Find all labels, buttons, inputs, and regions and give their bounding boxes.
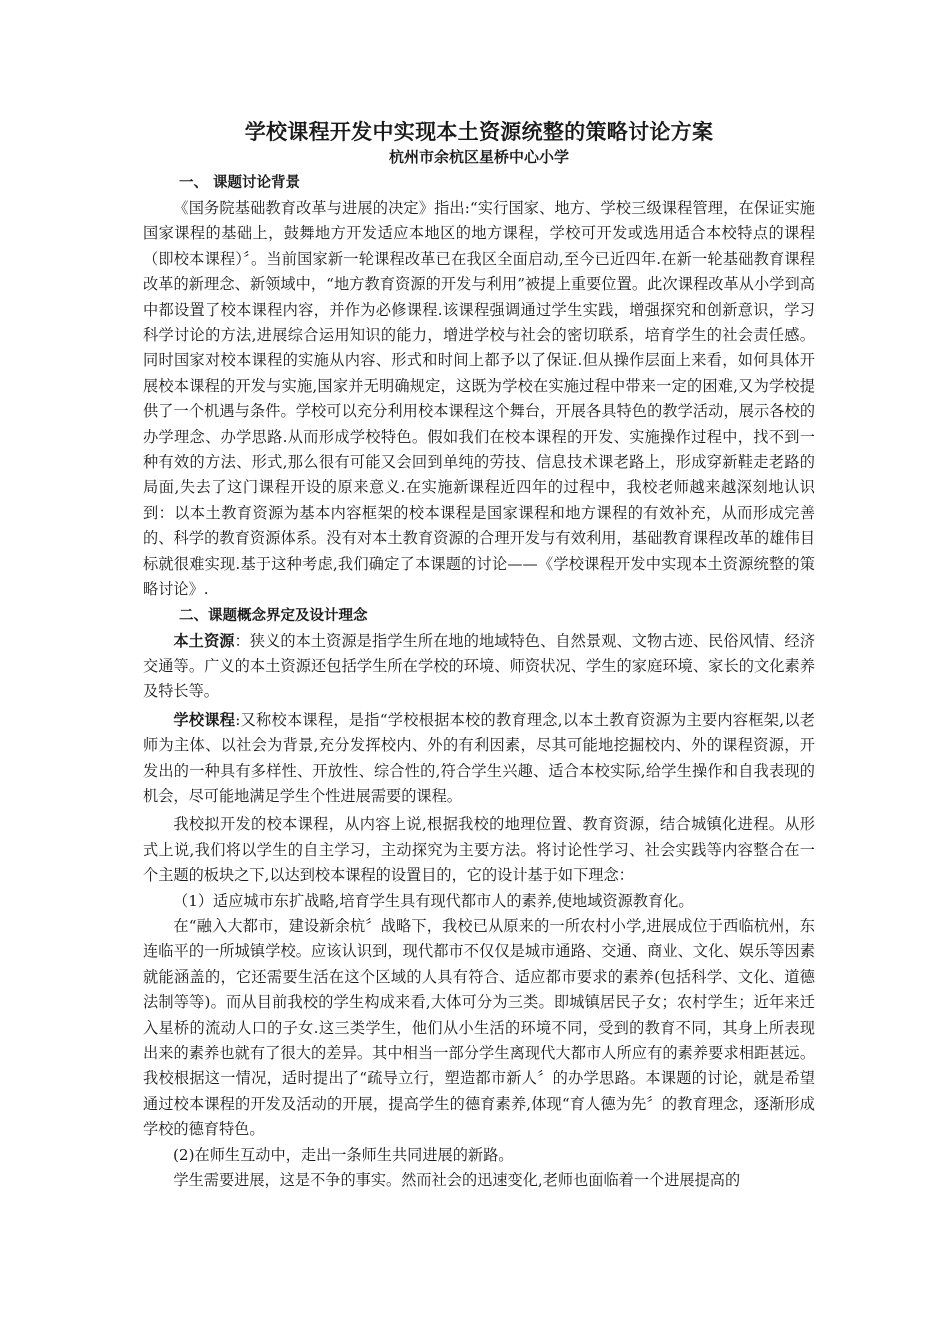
document-title: 学校课程开发中实现本土资源统整的策略讨论方案 xyxy=(244,120,714,144)
definition-school-curriculum xyxy=(143,708,815,810)
section-heading-concepts: 二、课题概念界定及设计理念 xyxy=(179,607,368,624)
term-school-curriculum: 学校课程 xyxy=(173,710,236,729)
document-page xyxy=(143,118,815,1193)
background-paragraph: 《国务院基础教育改革与进展的决定》指出:“实行国家、地方、学校三级课程管理，在保证实施国家课程的基础上，鼓舞地方开发适应本地区的地方课程，学校可开发或选用适合本校特点的课程（即校本课程）〞。当前国家新一轮课程改革已在我区全面启动,至今已近四年.在新一轮基础教育课程改革的新理念、新领域中，“地方教育资源的开发与利用”被提上重要位置。此次课程改革从小学到高中都设置了校本课程内容，并作为必修课程.该课程强调通过学生实践，增强探究和创新意识，学习科学讨论的方法,进展综合运用知识的能力，增进学校与社会的密切联系，培育学生的社会责任感。同时国家对校本课程的实施从内容、形式和时间上都予以了保证.但从操作层面上来看，如何具体开展校本课程的开发与实施,国家并无明确规定，这既为学校在实施过程中带来一定的困难,又为学校提供了一个机遇与条件。学校可以充分利用校本课程这个舞台，开展各具特色的教学活动，展示各校的办学理念、办学思路.从而形成学校特色。假如我们在校本课程的开发、实施操作过程中，找不到一种有效的方法、形式,那么很有可能又会回到单纯的劳技、信息技术课老路上，形成穿新鞋走老路的局面,失去了这门课程开设的原来意义.在实施新课程近四年的过程中，我校老师越来越深刻地认识到：以本土教育资源为基本内容框架的校本课程是国家课程和地方课程的有效补充，从而形成完善的、科学的教育资源体系。没有对本土教育资源的合理开发与有效利用，基础教育课程改革的雄伟目标就很难实现.基于这种考虑,我们确定了本课题的讨论——《学校课程开发中实现本土资源统整的策略讨论》. xyxy=(143,199,815,599)
document-subtitle: 杭州市余杭区星桥中心小学 xyxy=(388,148,569,166)
rationale-item-1-paragraph: 在“融入大都市，建设新余杭〞战略下，我校已从原来的一所农村小学,进展成位于西临杭州，东连临平的一所城镇学校。应该认识到，现代都市不仅仅是城市通路、交通、商业、文化、娱乐等因素就能涵盖的，它还需要生活在这个区域的人具有符合、适应都市要求的素养(包括科学、文化、道德法制等等)。而从目前我校的学生构成来看,大体可分为三类。即城镇居民子女；农村学生；近年来迁入星桥的流动人口的子女.这三类学生，他们从小生活的环境不同，受到的教育不同，其身上所表现出来的素养也就有了很大的差异。其中相当一部分学生离现代大都市人所应有的素养要求相距甚远。我校根据这一情况，适时提出了“疏导立行，塑造都市新人〞的办学思路。本课题的讨论，就是希望通过校本课程的开发及活动的开展，提高学生的德育素养,体现“育人德为先〞的教育理念，逐渐形成学校的德育特色。 xyxy=(143,916,815,1139)
definition-local-resources xyxy=(143,629,815,705)
section-heading-background: 一、 课题讨论背景 xyxy=(179,175,301,191)
definition-school-curriculum-text: :又称校本课程，是指“学校根据本校的教育理念,以本土教育资源为主要内容框架,以老师为主体、以社会为背景,充分发挥校内、外的有利因素，尽其可能地挖掘校内、外的课程资源，开发出的一种具有多样性、开放性、综合性的,符合学生兴趣、适合本校实际,给学生操作和自我表现的机会，尽可能地满足学生个性进展需要的课程。 xyxy=(143,710,815,805)
term-local-resources: 本土资源 xyxy=(173,631,235,650)
rationale-item-2: (2)在师生互动中，走出一条师生共同进展的新路。 xyxy=(173,1145,514,1164)
design-rationale-paragraph: 我校拟开发的校本课程，从内容上说,根据我校的地理位置、教育资源，结合城镇化进程。从形式上说,我们将以学生的自主学习，主动探究为主要方法。将讨论性学习、社会实践等内容整合在一个主题的板块之下,以达到校本课程的设置目的，它的设计基于如下理念： xyxy=(143,815,815,885)
rationale-item-1: （1）适应城市东扩战略,培育学生具有现代都市人的素养,使地域资源教育化。 xyxy=(173,891,694,910)
definition-local-resources-text: ：狭义的本土资源是指学生所在地的地域特色、自然景观、文物古迹、民俗风情、经济交通等。广义的本土资源还包括学生所在学校的环境、师资状况、学生的家庭环境、家长的文化素养及特长等。 xyxy=(143,631,816,701)
rationale-item-2-paragraph: 学生需要进展，这是不争的事实。然而社会的迅速变化,老师也面临着一个进展提高的 xyxy=(173,1171,741,1190)
